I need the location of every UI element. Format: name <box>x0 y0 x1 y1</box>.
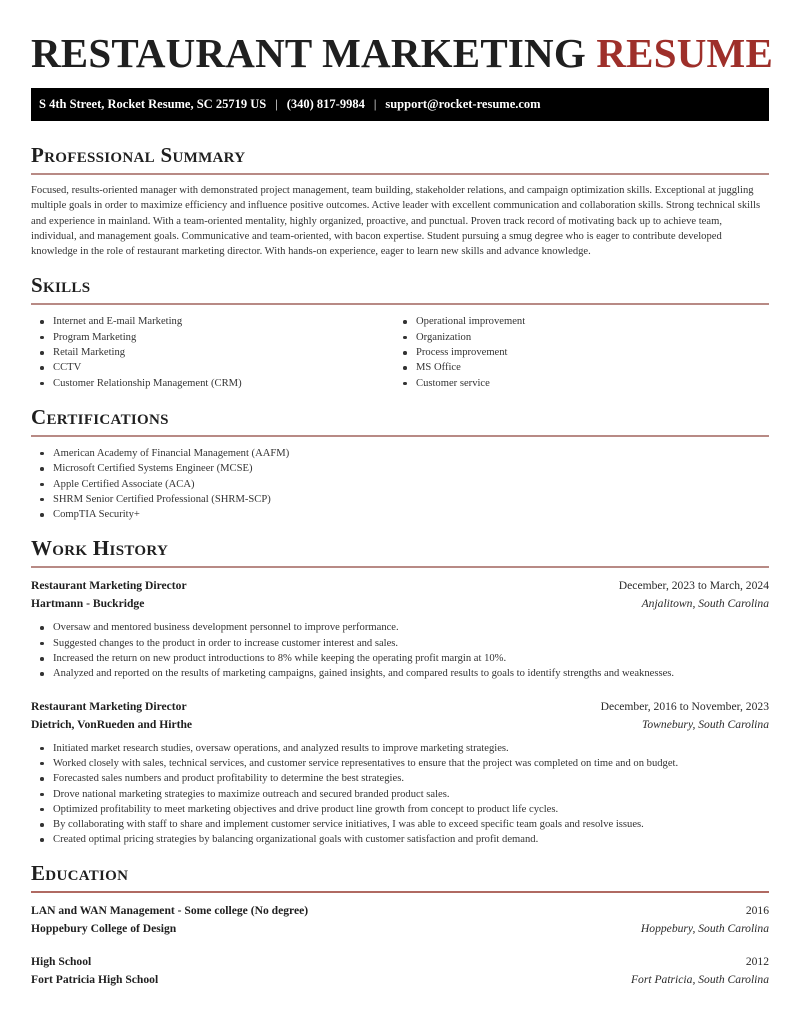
job-entry <box>31 577 769 681</box>
certifications-list <box>31 446 769 522</box>
education-school-row <box>31 920 769 938</box>
skill-item: Internet and E-mail Marketing <box>31 314 394 329</box>
education-school-row <box>31 971 769 989</box>
section-divider <box>31 891 769 893</box>
certification-item: American Academy of Financial Management (AAFM) <box>31 446 769 461</box>
job-header-row <box>31 698 769 716</box>
job-company-row <box>31 716 769 734</box>
section-divider <box>31 566 769 568</box>
job-dates: December, 2023 to March, 2024 <box>618 579 769 593</box>
section-heading: Education <box>31 860 129 885</box>
section-education <box>31 861 769 989</box>
certification-item: SHRM Senior Certified Professional (SHRM-SCP) <box>31 492 769 507</box>
education-location: Fort Patricia, South Carolina <box>630 972 769 986</box>
skills-list-left <box>31 314 394 390</box>
contact-bar <box>31 88 769 121</box>
contact-address: S 4th Street, Rocket Resume, SC 25719 US <box>39 97 267 111</box>
job-bullet: Forecasted sales numbers and product profitability to determine the best strategies. <box>31 771 769 786</box>
job-company: Dietrich, VonRueden and Hirthe <box>31 717 193 731</box>
section-heading: Certifications <box>31 404 169 429</box>
summary-text: Focused, results-oriented manager with demonstrated project management, team building, stakeholder relations, and campaign optimization skills. Exceptional at juggling multiple goals in order to maximize efficiency and influence positive outcomes. Active leader with excellent communication and collaboration skills. Strong technical skills and experience in mainland. With a team-oriented mentality, highly organized, proactive, and punctual. Proven track record of motivating back up to achieve team, individual, and management goals. Communicative and team-oriented, with bacon expertise. Student pursuing a smug degree who is eager to contribute developed knowledge in the role of restaurant marketing director. With hands-on experience, eager to learn new skills and advance knowledge. <box>31 185 761 258</box>
education-entry <box>31 953 769 989</box>
job-bullet: Suggested changes to the product in order to increase customer interest and sales. <box>31 636 769 651</box>
section-divider <box>31 435 769 437</box>
job-bullet: Worked closely with sales, technical services, and customer service representatives to ensure that the project was completed on time and on budget. <box>31 756 769 771</box>
job-entry <box>31 698 769 848</box>
skill-item: CCTV <box>31 360 394 375</box>
section-certifications <box>31 405 769 522</box>
job-company-row <box>31 595 769 613</box>
job-bullet: By collaborating with staff to share and implement customer service initiatives, I was able to exceed specific team goals and resolve issues. <box>31 817 769 832</box>
certification-item: Microsoft Certified Systems Engineer (MCSE) <box>31 461 769 476</box>
contact-separator: | <box>373 97 377 111</box>
section-professional-summary <box>31 143 769 259</box>
title-main: RESTAURANT MARKETING <box>31 30 586 76</box>
job-bullets <box>31 741 769 848</box>
skill-item: Customer service <box>394 376 757 391</box>
job-bullet: Increased the return on new product introductions to 8% while keeping the operating profit margin at 10%. <box>31 651 769 666</box>
skill-item: Customer Relationship Management (CRM) <box>31 376 394 391</box>
job-bullet: Created optimal pricing strategies by balancing organizational goals with customer satisfaction and profit demand. <box>31 832 769 847</box>
education-degree: High School <box>31 954 92 968</box>
job-location: Anjalitown, South Carolina <box>641 597 769 611</box>
job-bullet: Analyzed and reported on the results of marketing campaigns, gained insights, and compared results to goals to identify strengths and weaknesses. <box>31 666 769 681</box>
job-bullet: Oversaw and mentored business development personnel to improve performance. <box>31 620 769 635</box>
job-bullet: Initiated market research studies, oversaw operations, and analyzed results to improve marketing strategies. <box>31 741 769 756</box>
skill-item: MS Office <box>394 360 757 375</box>
contact-separator: | <box>275 97 278 111</box>
job-title: Restaurant Marketing Director <box>31 579 187 593</box>
job-location: Townebury, South Carolina <box>641 717 769 731</box>
education-year: 2012 <box>745 954 769 968</box>
contact-phone: (340) 817-9984 <box>286 97 365 111</box>
education-school: Hoppebury College of Design <box>31 921 177 935</box>
job-header-row <box>31 577 769 595</box>
skill-item: Process improvement <box>394 345 757 360</box>
section-work-history <box>31 536 769 847</box>
skills-columns <box>31 305 769 390</box>
certification-item: Apple Certified Associate (ACA) <box>31 477 769 492</box>
skill-item: Retail Marketing <box>31 345 394 360</box>
contact-email: support@rocket-resume.com <box>385 97 541 111</box>
section-divider <box>31 173 769 175</box>
education-degree-row <box>31 902 769 920</box>
skills-list-right <box>394 314 757 390</box>
section-heading: Work History <box>31 536 169 561</box>
section-heading: Professional Summary <box>31 143 246 167</box>
education-year: 2016 <box>745 903 769 917</box>
resume-title <box>31 30 773 76</box>
education-location: Hoppebury, South Carolina <box>640 921 769 935</box>
job-company: Hartmann - Buckridge <box>31 597 145 611</box>
job-bullets <box>31 620 769 681</box>
education-entry <box>31 902 769 938</box>
section-skills <box>31 273 769 390</box>
skill-item: Organization <box>394 330 757 345</box>
job-dates: December, 2016 to November, 2023 <box>600 699 769 713</box>
education-school: Fort Patricia High School <box>31 972 159 986</box>
title-accent: RESUME <box>596 30 773 76</box>
skill-item: Program Marketing <box>31 330 394 345</box>
section-heading: Skills <box>31 273 91 298</box>
job-bullet: Optimized profitability to meet marketing objectives and drive product line growth from concept to product life cycles. <box>31 802 769 817</box>
education-degree: LAN and WAN Management - Some college (No degree) <box>31 903 309 917</box>
education-degree-row <box>31 953 769 971</box>
skill-item: Operational improvement <box>394 314 757 329</box>
job-bullet: Drove national marketing strategies to maximize outreach and secured branded product sales. <box>31 787 769 802</box>
certification-item: CompTIA Security+ <box>31 507 769 522</box>
job-title: Restaurant Marketing Director <box>31 699 187 713</box>
